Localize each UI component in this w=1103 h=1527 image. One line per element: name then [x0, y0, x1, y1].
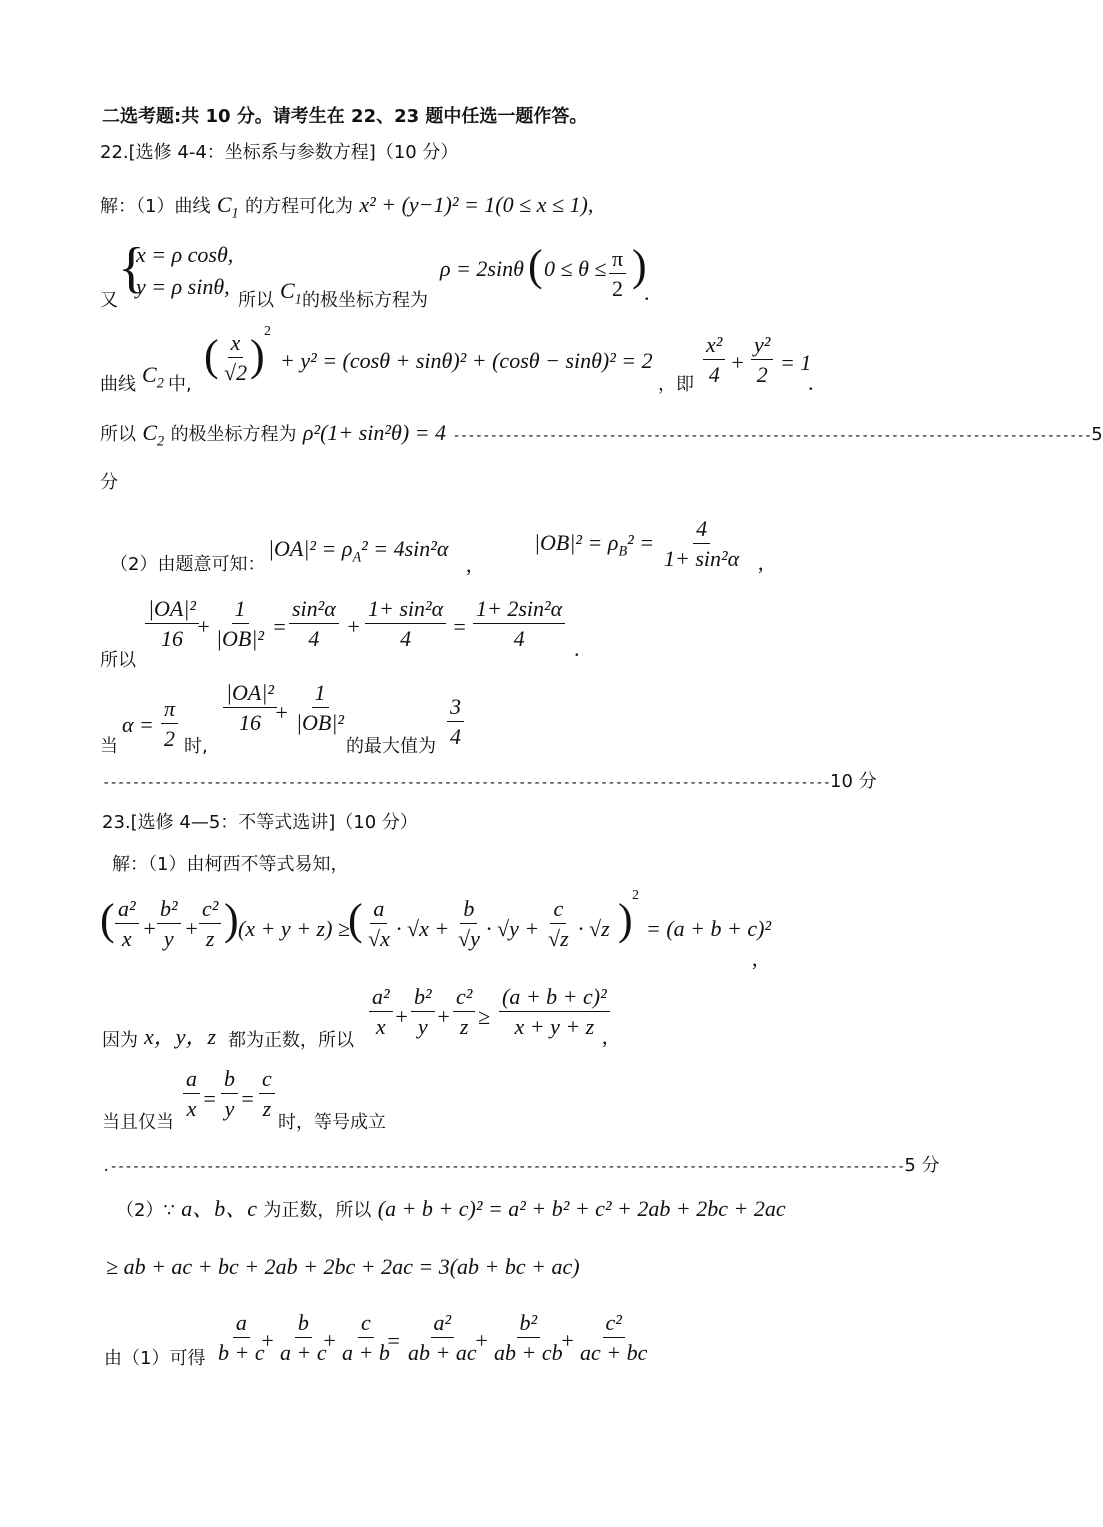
q22-max-line: 当 α = $\frac{\pi}{2}$ 时, $\frac{\text{|OA|²}}{16}$ + $\frac{1}{\text{|OB|²}}$ 的最大值为 $\frac{3}{4}$ [100, 680, 600, 760]
q23-inequality-line: ≥ ab + ac + bc + 2ab + 2bc + 2ac = 3(ab + bc + ac) [106, 1254, 580, 1279]
section-header: 二选考题:共 10 分。请考生在 22、23 题中任选一题作答。 [102, 106, 588, 127]
q23-part2-line: （2）∵ a、b、c 为正数，所以 (a + b + c)² = a² + b² + c² + 2ab + 2bc + 2ac [116, 1196, 786, 1221]
q22-polar2-line: 所以 $C_2$ 的极坐标方程为 ρ²(1+ sin²θ) = 4 --------------------------------------------------------------------------------------5 [100, 420, 1103, 450]
q23-score-line: .-----------------------------------------------------------------------------------------------------------5 分 [102, 1155, 940, 1176]
q22-title: 22.[选修 4-4：坐标系与参数方程]（10 分） [100, 142, 459, 163]
q23-title: 23.[选修 4—5：不等式选讲]（10 分） [102, 812, 418, 833]
q22-part1-line: 解：（1）曲线 $C_1$ 的方程可化为 x² + (y−1)² = 1(0 ≤ x ≤ 1), [100, 192, 594, 222]
q22-sum-line: 所以 $\frac{\text{|OA|²}}{16}$ + $\frac{1}{\text{|OB|²}}$ = $\frac{\text{sin²α}}{4}$ + $\frac{\text{1+ sin²α}}{4}$ = $\frac{\text{1+ 2sin²α}}{4}$ . [100, 596, 580, 671]
q22-score-line: --------------------------------------------------------------------------------------------------10 分 [102, 771, 877, 792]
curve1-equation: x² + (y−1)² = 1(0 ≤ x ≤ 1), [359, 192, 594, 217]
q23-part1-intro: 解：（1）由柯西不等式易知， [112, 854, 349, 875]
q22-score-unit: 分 [100, 472, 118, 493]
q23-equality-line: 当且仅当 $\frac{a}{x}$ = $\frac{b}{y}$ = $\frac{c}{z}$ 时，等号成立 [102, 1066, 386, 1133]
q22-part2-line: （2）由题意可知： $|OA|^2 = \rho_A^2 = 4\sin^2\alpha$ , $|OB|^2 = \rho_B^2$ = $\frac{4}{\text{1+ sin²α}}$ , [110, 516, 764, 577]
q23-since-line: 因为 x，y，z 都为正数，所以 $\frac{\text{a²}}{x}$ + $\frac{\text{b²}}{y}$ + $\frac{\text{c²}}{z}$ ≥ $\frac{\text{(a + b + c)²}}{x + y + z}$ , [102, 984, 702, 1054]
q22-curve2-line: 曲线 $C_2$ 中, ( $\frac{x}{√2}$ ) 2 + y² = (cosθ + sinθ)² + (cosθ − sinθ)² = 2 ，即 $\frac{\text{x²}}{4}$ + $\frac{\text{y²}}{2}$ = 1 . [100, 324, 814, 395]
q23-derivation-line: 由（1）可得 $\frac{a}{b + c}$ + $\frac{b}{a + c}$ + $\frac{c}{a + b}$ = $\frac{\text{a²}}{ab + ac}$ + $\frac{\text{b²}}{ab + cb}$ + $\frac{\text{c²}}{ac + bc}$ [104, 1310, 648, 1369]
q23-cauchy-line: ( $\frac{\text{a²}}{x}$ + $\frac{\text{b²}}{y}$ + $\frac{\text{c²}}{z}$ ) (x + y + z) ≥ ( $\frac{a}{√x}$ · √x + $\frac{b}{√y}$ · √y + $\frac{c}{√z}$ · √z ) 2 = (a + b + c)² , [100, 888, 772, 971]
